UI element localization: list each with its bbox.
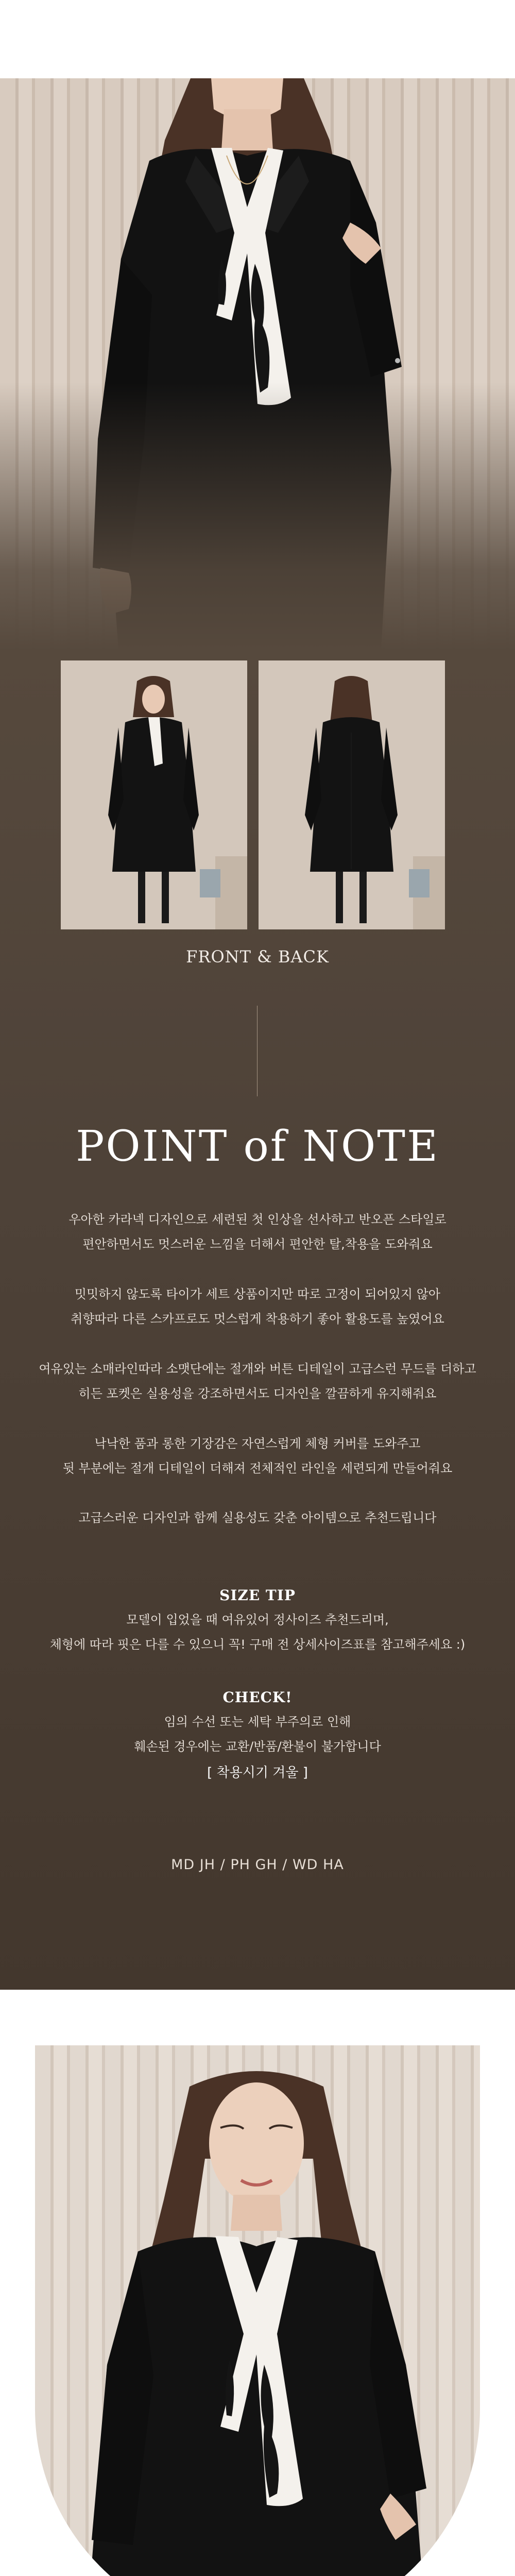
hero-photo: [0, 78, 515, 650]
description-paragraph-3: 여유있는 소매라인따라 소맷단에는 절개와 버튼 디테일이 고급스런 무드를 더하고 히든 포켓은 실용성을 강조하면서도 디자인을 깔끔하게 유지해줘요: [39, 1362, 476, 1401]
check-text: 임의 수선 또는 세탁 부주의로 인해 훼손된 경우에는 교환/반품/환불이 불가합니다: [134, 1715, 381, 1754]
description-paragraph-5: 고급스러운 디자인과 함께 실용성도 갖춘 아이템으로 추천드립니다: [78, 1511, 437, 1525]
back-view-photo: [259, 660, 445, 929]
size-tip-heading: SIZE TIP: [219, 1587, 296, 1604]
arched-model-photo: [35, 2045, 480, 2576]
description-paragraph-2: 밋밋하지 않도록 타이가 세트 상품이지만 따로 고정이 되어있지 않아 취향따라 다른 스카프로도 멋스럽게 착용하기 좋아 활용도를 높였어요: [71, 1287, 444, 1326]
front-view-photo: [61, 660, 247, 929]
hero-fade-overlay: [0, 382, 515, 650]
vertical-divider: [257, 1006, 258, 1096]
description-paragraph-4: 낙낙한 품과 롱한 기장감은 자연스럽게 체형 커버를 도와주고 뒷 부분에는 절개 디테일이 더해져 전체적인 라인을 세련되게 만들어줘요: [62, 1436, 453, 1476]
top-spacer: [0, 0, 515, 78]
point-of-note-title: POINT of NOTE: [76, 1122, 439, 1171]
size-tip-text: 모델이 입었을 때 여유있어 정사이즈 추천드리며, 체형에 따라 핏은 다를 수 있으니 꼭! 구매 전 상세사이즈표를 참고해주세요 :): [49, 1613, 466, 1652]
season-label: [ 착용시기 겨울 ]: [207, 1765, 308, 1781]
front-back-caption: FRONT & BACK: [186, 947, 329, 967]
description-paragraph-1: 우아한 카라넥 디자인으로 세련된 첫 인상을 선사하고 반오픈 스타일로 편안하면서도 멋스러운 느낌을 더해서 편안한 탈,착용을 도와줘요: [68, 1212, 447, 1251]
credits-line: MD JH / PH GH / WD HA: [171, 1857, 344, 1873]
check-heading: CHECK!: [222, 1689, 293, 1706]
